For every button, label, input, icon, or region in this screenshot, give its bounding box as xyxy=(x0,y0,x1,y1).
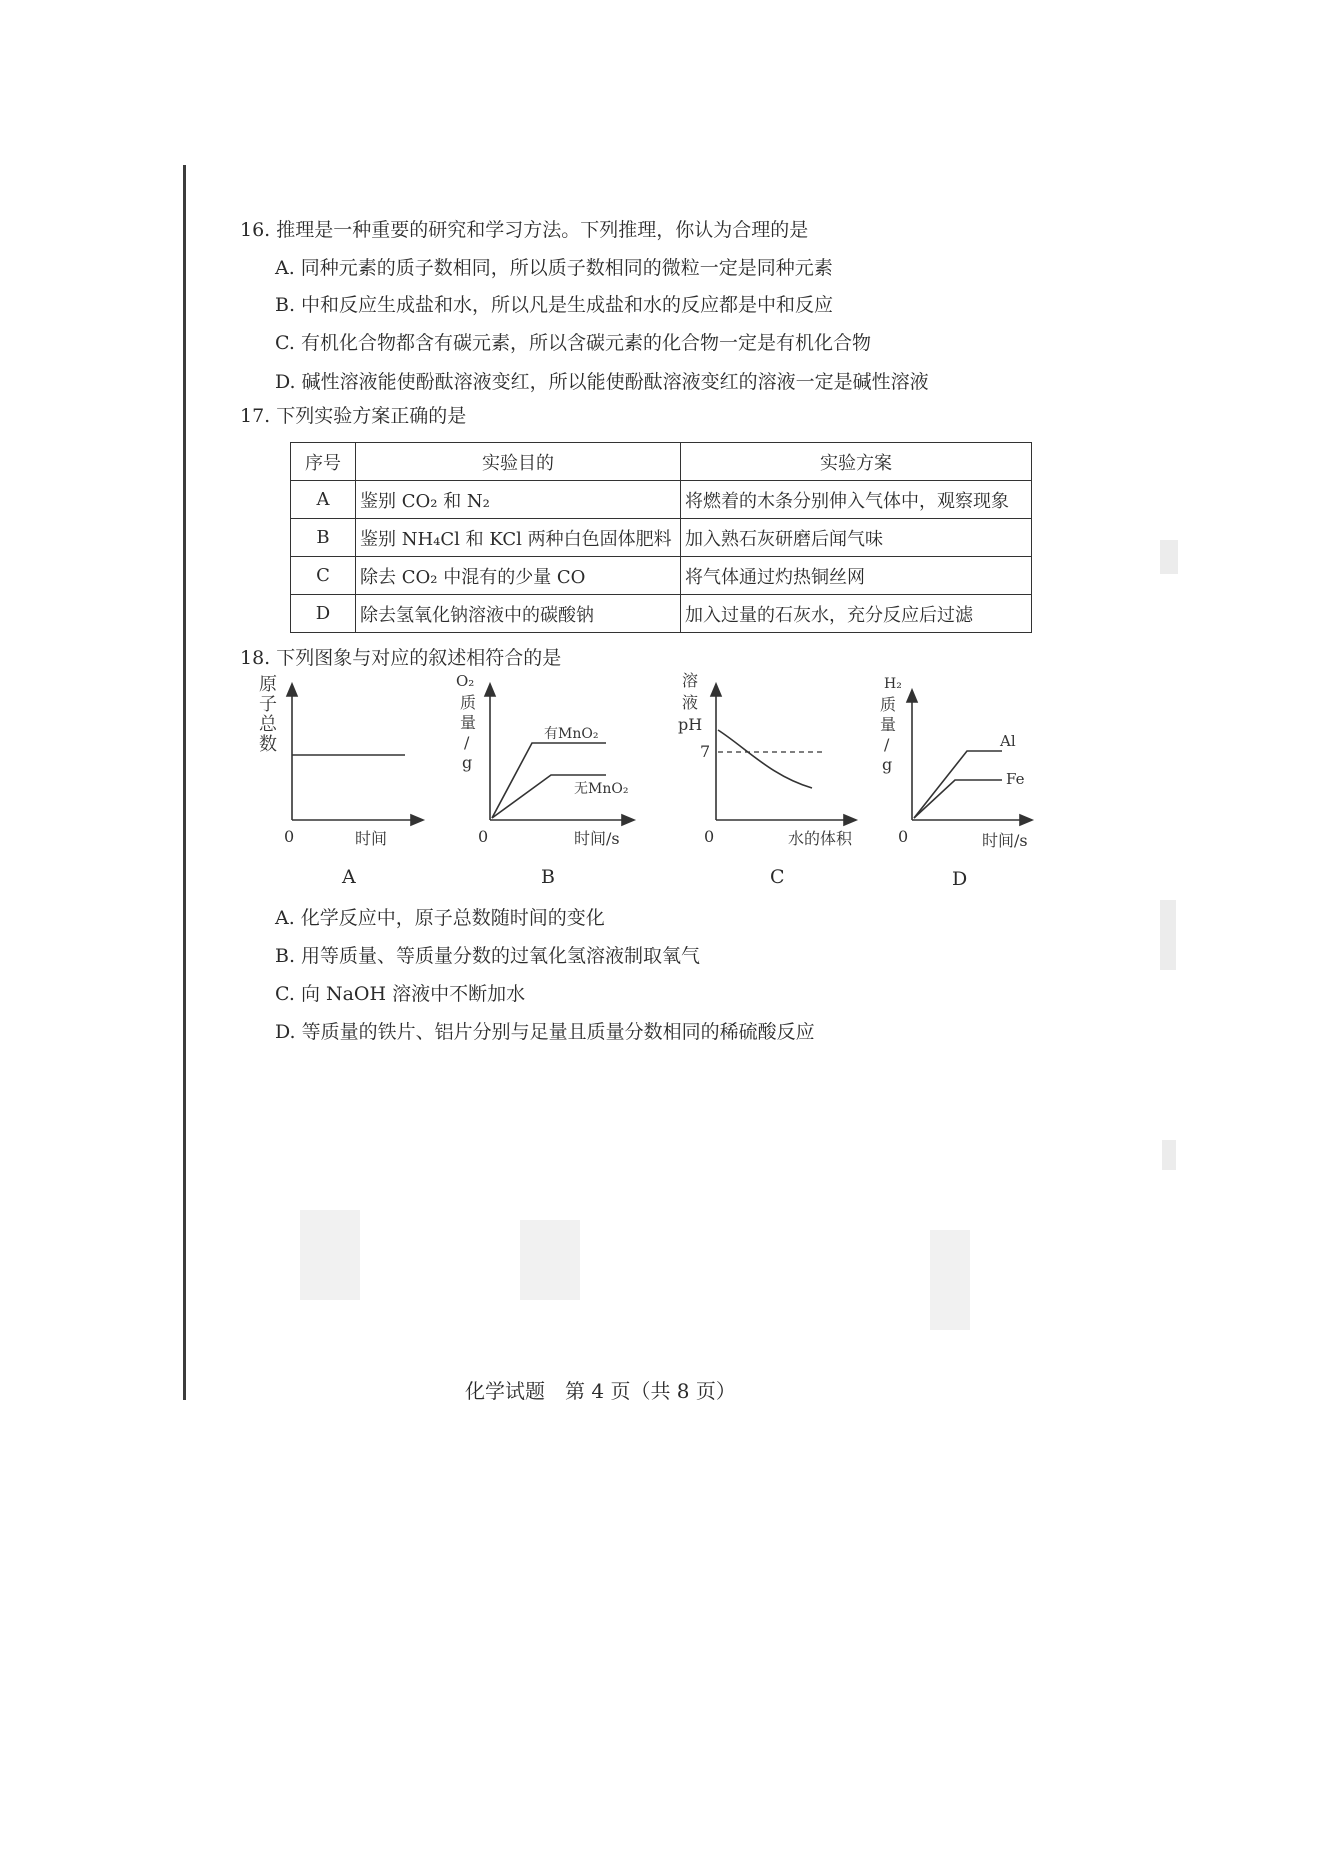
graph-b-ylabel-5: g xyxy=(462,753,473,772)
bleed-through-mark xyxy=(1160,900,1176,970)
graph-d-y-arrow xyxy=(907,690,917,702)
table-cell-plan: 加入过量的石灰水，充分反应后过滤 xyxy=(681,595,1032,633)
graph-d-ylabel-5: g xyxy=(882,755,893,774)
question-18-option-b: B. 用等质量、等质量分数的过氧化氢溶液制取氧气 xyxy=(275,945,701,967)
table-cell-seq: A xyxy=(291,481,356,519)
table-header-plan: 实验方案 xyxy=(681,443,1032,481)
graph-a-y-arrow xyxy=(287,684,297,696)
table-row xyxy=(291,519,1032,557)
graph-d-ylabel-4: / xyxy=(884,735,890,754)
table-cell-goal: 鉴别 NH₄Cl 和 KCl 两种白色固体肥料 xyxy=(356,519,681,557)
graph-a-xlabel: 时间 xyxy=(355,829,388,848)
question-16-stem: 16. 推理是一种重要的研究和学习方法。下列推理，你认为合理的是 xyxy=(240,219,809,241)
graph-d-caption: D xyxy=(952,868,968,890)
table-header-row xyxy=(291,443,1032,481)
graph-a-ylabel-1: 原 xyxy=(259,674,277,695)
question-17-stem: 17. 下列实验方案正确的是 xyxy=(240,405,467,427)
graph-c-tick-7: 7 xyxy=(700,742,711,761)
question-18-option-c: C. 向 NaOH 溶液中不断加水 xyxy=(275,983,526,1005)
question-16-option-a: A. 同种元素的质子数相同，所以质子数相同的微粒一定是同种元素 xyxy=(275,257,833,279)
question-18-option-d: D. 等质量的铁片、铝片分别与足量且质量分数相同的稀硫酸反应 xyxy=(275,1021,815,1043)
table-cell-seq: D xyxy=(291,595,356,633)
graph-b-label-without-catalyst: 无MnO₂ xyxy=(574,781,629,797)
bleed-through-mark xyxy=(930,1230,970,1330)
graph-a-origin: 0 xyxy=(284,827,295,846)
graph-a-caption: A xyxy=(342,866,356,888)
graph-b-origin: 0 xyxy=(478,827,489,846)
question-16-option-c: C. 有机化合物都含有碳元素，所以含碳元素的化合物一定是有机化合物 xyxy=(275,332,871,354)
graph-b-ylabel-3: 量 xyxy=(460,713,477,732)
graph-d-label-fe: Fe xyxy=(1006,770,1025,788)
bleed-through-mark xyxy=(1160,540,1178,574)
table-row xyxy=(291,557,1032,595)
graph-c-x-arrow xyxy=(844,815,856,825)
graph-a-x-arrow xyxy=(411,815,423,825)
table-row xyxy=(291,595,1032,633)
graph-b xyxy=(456,668,656,848)
bleed-through-mark xyxy=(1162,1140,1176,1170)
graph-d-xlabel: 时间/s xyxy=(982,831,1028,850)
graph-b-y-arrow xyxy=(485,684,495,696)
table-cell-goal: 除去氢氧化钠溶液中的碳酸钠 xyxy=(356,595,681,633)
table-cell-seq: B xyxy=(291,519,356,557)
graph-c-curve xyxy=(718,730,812,788)
table-cell-seq: C xyxy=(291,557,356,595)
bleed-through-mark xyxy=(520,1220,580,1300)
graph-b-ylabel-1: O₂ xyxy=(456,672,475,690)
table-cell-plan: 将燃着的木条分别伸入气体中，观察现象 xyxy=(681,481,1032,519)
graph-c-caption: C xyxy=(770,866,785,888)
question-16-option-b: B. 中和反应生成盐和水，所以凡是生成盐和水的反应都是中和反应 xyxy=(275,294,834,316)
graph-d-curve-fe xyxy=(914,780,1002,818)
graph-a-ylabel-4: 数 xyxy=(259,734,277,755)
table-header-goal: 实验目的 xyxy=(356,443,681,481)
bleed-through-mark xyxy=(300,1210,360,1300)
graph-c xyxy=(676,668,876,848)
graph-a-ylabel-3: 总 xyxy=(259,714,277,735)
graph-d-label-al: Al xyxy=(1000,732,1016,750)
experiment-table xyxy=(290,442,1032,633)
question-16-option-d: D. 碱性溶液能使酚酞溶液变红，所以能使酚酞溶液变红的溶液一定是碱性溶液 xyxy=(275,371,929,393)
question-18-option-a: A. 化学反应中，原子总数随时间的变化 xyxy=(275,907,605,929)
graph-c-ylabel-3: pH xyxy=(678,715,703,734)
graph-d-ylabel-2: 质 xyxy=(880,695,897,714)
graph-d-curve-al xyxy=(914,751,1002,818)
graph-d-x-arrow xyxy=(1020,815,1032,825)
graph-d-origin: 0 xyxy=(898,827,909,846)
graph-b-ylabel-2: 质 xyxy=(460,693,477,712)
table-row xyxy=(291,481,1032,519)
table-cell-plan: 将气体通过灼热铜丝网 xyxy=(681,557,1032,595)
graph-c-ylabel-2: 液 xyxy=(682,693,699,712)
graph-b-xlabel: 时间/s xyxy=(574,829,620,848)
graph-b-ylabel-4: / xyxy=(464,733,470,752)
binding-margin-line xyxy=(183,165,186,1400)
graph-d-ylabel-1: H₂ xyxy=(884,676,902,692)
table-header-seq: 序号 xyxy=(291,443,356,481)
table-cell-goal: 除去 CO₂ 中混有的少量 CO xyxy=(356,557,681,595)
graph-c-ylabel-1: 溶 xyxy=(682,671,699,690)
table-cell-goal: 鉴别 CO₂ 和 N₂ xyxy=(356,481,681,519)
table-cell-plan: 加入熟石灰研磨后闻气味 xyxy=(681,519,1032,557)
graph-c-origin: 0 xyxy=(704,827,715,846)
graph-d-ylabel-3: 量 xyxy=(880,715,897,734)
question-18-stem: 18. 下列图象与对应的叙述相符合的是 xyxy=(240,647,562,669)
graph-b-caption: B xyxy=(541,866,555,888)
page-footer: 化学试题 第 4 页（共 8 页） xyxy=(465,1379,736,1403)
graph-a xyxy=(255,672,435,847)
graph-c-xlabel: 水的体积 xyxy=(788,829,853,848)
graph-b-label-with-catalyst: 有MnO₂ xyxy=(544,726,599,742)
graph-d xyxy=(872,668,1072,850)
graph-a-ylabel-2: 子 xyxy=(259,694,277,715)
graph-c-y-arrow xyxy=(711,684,721,696)
graph-b-x-arrow xyxy=(622,815,634,825)
